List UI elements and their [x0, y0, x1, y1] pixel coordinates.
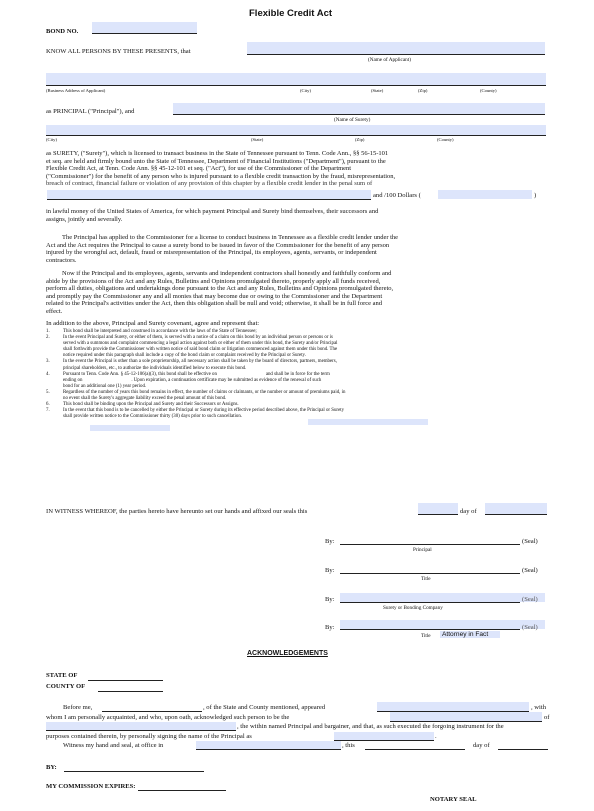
commission-expires-line[interactable] — [138, 790, 226, 791]
bond-no-field[interactable] — [92, 22, 197, 33]
covenant-item — [46, 390, 552, 402]
now-para-line: abide by the provisions of the Act and any Rules, Bulletins and Opinions promulgated thereto, properly apply all funds received, — [46, 277, 381, 285]
addition-label: In addition to the above, Principal and Surety covenant, agree and represent that: — [46, 320, 260, 327]
attorney-in-fact-field[interactable]: Attorney in Fact — [440, 631, 500, 638]
surety-para-line: as SURETY, ("Surety"), which is licensed to transact business in the State of Tennessee pursuant to Tenn. Code Ann., §§ 56-15-101 — [46, 150, 389, 157]
covenant-list — [46, 329, 552, 420]
surety-para2-line: assigns, jointly and severally. — [46, 215, 123, 223]
surety-zip-caption: (Zip) — [355, 137, 365, 142]
effective-date-field[interactable] — [308, 419, 428, 425]
business-address-field[interactable] — [46, 73, 546, 85]
surety-name-underline — [173, 114, 545, 115]
surety-city-caption: (City) — [46, 137, 57, 142]
term-end-date-field[interactable] — [90, 425, 170, 431]
commission-label: MY COMMISSION EXPIRES: — [46, 783, 136, 790]
sig-seal-4: (Seal) — [522, 624, 538, 631]
covenant-line: This bond shall be interpreted and construed in accordance with the laws of the State of Tennessee; — [63, 329, 257, 334]
principal-para-line: The Principal has applied to the Commissioner for a license to conduct business in Tennessee as a flexible credit lender under the — [62, 234, 399, 241]
sig-caption-3: Surety or Bonding Company — [383, 605, 443, 611]
now-para-line: and promptly pay the Commissioner any and all monies that may become due or owing to the Commissioner and the Department — [46, 292, 383, 300]
ack-day-underline[interactable] — [365, 749, 465, 750]
county-of-underline[interactable] — [98, 691, 163, 692]
surety-address-field[interactable] — [46, 125, 546, 135]
covenant-number: 1. — [46, 329, 50, 334]
ack-of-state: , of the State and County mentioned, appeared — [203, 704, 326, 711]
now-para-line: perform all duties, obligations and undertakings done pursuant to the Act and any Rules, Bulletins and Opinions promulgated thereto, — [46, 285, 394, 293]
sig-by-label-4: By: — [325, 624, 335, 631]
covenant-line: In the event the Principal is other than a sole proprietorship, all necessary action shall be taken by the board of directors, partners, members, — [63, 359, 337, 365]
surety-para-line: breach of contract, financial failure or violation of any provision of this chapter by a flexible credit lender in the penal sum of — [46, 180, 373, 188]
state-of-label: STATE OF — [46, 672, 78, 679]
surety-paragraph — [46, 150, 552, 188]
surety-state-caption: (State) — [251, 137, 264, 142]
city-caption: (City) — [300, 88, 311, 93]
ack-office-underline — [196, 749, 341, 750]
covenant-line: bond for an additional one (1) year period. — [63, 383, 147, 389]
surety-para2-line: in lawful money of the United States of America, for which payment Principal and Surety bind themselves, their successors and — [46, 208, 379, 215]
covenant-number: 7. — [46, 408, 50, 414]
covenant-line: shall forthwith provide the Commissioner with written notice of said bond claim or litigation commenced against them under this bond. The — [63, 347, 338, 353]
surety-name-field[interactable] — [173, 103, 545, 114]
surety-paragraph-2 — [46, 208, 552, 223]
principal-paragraph — [46, 234, 552, 264]
surety-address-underline — [46, 135, 546, 136]
covenant-number: 6. — [46, 402, 50, 408]
page-title: Flexible Credit Act — [249, 8, 333, 19]
covenant-line: ending on . Upon expiration, a continuation certificate may be submitted as evidence of the renewal of such — [63, 377, 322, 383]
sig-field-4[interactable] — [340, 620, 545, 629]
witness-day-of: day of — [460, 508, 477, 515]
witness-line: IN WITNESS WHEREOF, the parties hereto have hereunto set our hands and affixed our seals this — [46, 508, 308, 515]
sig-line-1[interactable] — [340, 544, 520, 545]
ack-this: , this — [342, 742, 355, 749]
ack-notary-name-line[interactable] — [102, 711, 202, 712]
covenant-item — [46, 372, 552, 390]
sig-line-4 — [340, 629, 520, 630]
sig-seal-2: (Seal) — [522, 567, 538, 574]
ack-purposes: purposes contained therein, by personally signing the name of the Principal as — [46, 733, 252, 740]
sig-caption-1: Principal — [413, 547, 432, 553]
witness-day-field[interactable] — [418, 503, 458, 514]
covenant-line: Pursuant to Tenn. Code Ann. § 45-12-106(a)(3), this bond shall be effective on and shall be in force for the term — [63, 371, 330, 377]
covenant-number: 5. — [46, 389, 50, 395]
sig-field-3[interactable] — [340, 593, 545, 602]
county-of-label: COUNTY OF — [46, 683, 86, 690]
ack-title-underline — [390, 721, 542, 722]
covenant-line: In the event that this bond is to be cancelled by either the Principal or Surety during its effective period described above, the Principal or Surety — [63, 408, 345, 414]
now-paragraph — [46, 270, 552, 316]
penal-sum-figure-field[interactable] — [438, 190, 532, 199]
county-caption: (County) — [480, 88, 497, 93]
state-of-underline[interactable] — [88, 680, 163, 681]
surety-name-caption: (Name of Surety) — [334, 117, 371, 123]
ack-month-underline[interactable] — [498, 749, 548, 750]
covenant-item — [46, 408, 552, 420]
surety-para-line: et seq. are held and firmly bound unto the State of Tennessee, Department of Financial Institutions ("Department"), pursuant to the — [46, 157, 386, 165]
state-caption: (State) — [371, 88, 384, 93]
covenant-line: Regardless of the number of years this bond remains in effect, the number of claims or claimants, or the number or amount of premiums paid, in — [63, 389, 346, 395]
bond-no-label: BOND NO. — [46, 28, 79, 35]
ack-whom: whom I am personally acquainted, and who, upon oath, acknowledged such person to be the — [46, 714, 290, 721]
dollars-close: ) — [534, 192, 537, 199]
ack-of: of — [544, 714, 550, 721]
ack-with: , with — [531, 704, 547, 711]
ack-day-of: day of — [473, 742, 490, 749]
covenant-number: 2. — [46, 335, 50, 341]
witness-month-underline — [485, 514, 547, 515]
covenant-item — [46, 335, 552, 359]
principal-label: as PRINCIPAL ("Principal"), and — [46, 108, 135, 115]
sig-by-label-1: By: — [325, 538, 335, 545]
ack-heading: ACKNOWLEDGEMENTS — [247, 650, 328, 657]
dollars-label: and /100 Dollars ( — [373, 192, 421, 199]
principal-para-line: Act and the Act requires the Principal to cause a surety bond to be issued in favor of the Commissioner for the benefit of any person — [46, 241, 390, 249]
business-address-underline — [46, 85, 546, 86]
ack-before-me: Before me, — [63, 704, 93, 711]
penal-sum-words-underline — [47, 199, 371, 200]
covenant-number: 3. — [46, 359, 50, 365]
penal-sum-words-field[interactable] — [47, 190, 371, 199]
now-para-line: related to the Principal's activities under the Act, then this obligation shall be null and void; otherwise, it shall be in full force and — [46, 300, 383, 308]
ack-company-field[interactable] — [46, 722, 236, 730]
sig-seal-1: (Seal) — [522, 538, 538, 545]
business-address-caption: (Business Address of Applicant) — [46, 88, 106, 93]
ack-principal-as-field[interactable] — [334, 732, 434, 740]
bond-no-underline — [92, 33, 197, 34]
sig-line-3 — [340, 602, 520, 603]
now-para-line: Now if the Principal and its employees, agents, servants and independent contractors shall honestly and faithfully conform and — [62, 270, 392, 277]
ack-witness: Witness my hand and seal, at office in — [63, 742, 164, 749]
covenant-line: principal shareholders, etc., to authorize the individuals identified below to execute this bond. — [63, 365, 247, 371]
ack-title-field[interactable] — [390, 712, 542, 721]
witness-month-field[interactable] — [485, 503, 547, 514]
sig-caption-4: Title — [421, 633, 431, 639]
ack-company-underline — [46, 730, 236, 731]
sig-seal-3: (Seal) — [522, 596, 538, 603]
by-label: BY: — [46, 764, 57, 771]
surety-para-line: Flexible Credit Act, at Tenn. Code Ann. §§ 45-12-101 et seq. ("Act"), for use of the Commissioner of the Department — [46, 165, 352, 173]
know-all-label: KNOW ALL PERSONS BY THESE PRESENTS, that — [46, 48, 191, 55]
covenant-item — [46, 359, 552, 371]
sig-by-label-3: By: — [325, 596, 335, 603]
covenant-number: 4. — [46, 371, 50, 377]
applicant-name-caption: (Name of Applicant) — [368, 57, 411, 63]
sig-caption-2: Title — [421, 576, 431, 582]
sig-line-2[interactable] — [340, 573, 520, 574]
sig-by-label-2: By: — [325, 567, 335, 574]
ack-appeared-field[interactable] — [377, 702, 529, 711]
covenant-line: notice required under this paragraph shall include a copy of the bond claim or complaint received by the Principal or Surety. — [63, 353, 306, 359]
covenant-line: This bond shall be binding upon the Principal and Surety and their Successors or Assigns. — [63, 402, 239, 408]
surety-county-caption: (County) — [437, 137, 454, 142]
ack-principal-as-underline — [334, 740, 434, 741]
applicant-name-field[interactable] — [247, 42, 545, 54]
ack-within: , the within named Principal and bargainer, and that, as such executed the forgoing instrument for the — [237, 723, 504, 730]
covenant-line: served with a summons and complaint commencing a legal action against both or either of them under this bond, the Surety and/or Principal — [63, 341, 338, 347]
ack-period: . — [435, 733, 437, 740]
surety-para-line: ("Commissioner") for the benefit of any person who is injured pursuant to a flexible credit transaction by the fraud, misrepresentation, — [46, 172, 396, 180]
covenant-line: In the event Principal and Surety, or either of them, is served with a notice of a claim on this bond by an individual person or persons or is — [63, 335, 333, 341]
covenant-line: no event shall the Surety's aggregate liability exceed the penal amount of this bond. — [63, 396, 227, 402]
principal-para-line: contractors. — [46, 256, 77, 264]
covenant-line: shall provide written notice to the Commissioner thirty (30) days prior to such cancellation. — [63, 414, 243, 420]
witness-day-underline — [418, 514, 458, 515]
principal-para-line: injured by the wrongful act, default, fraud or misrepresentation of the Principal, its employees, agents, servants, or independent — [46, 249, 377, 257]
now-para-line: effect. — [46, 307, 63, 315]
notary-seal-label: NOTARY SEAL — [430, 796, 477, 803]
ack-office-field[interactable] — [196, 741, 341, 749]
zip-caption: (Zip) — [418, 88, 428, 93]
notary-signature-line[interactable] — [64, 771, 204, 772]
applicant-name-underline — [247, 54, 545, 55]
